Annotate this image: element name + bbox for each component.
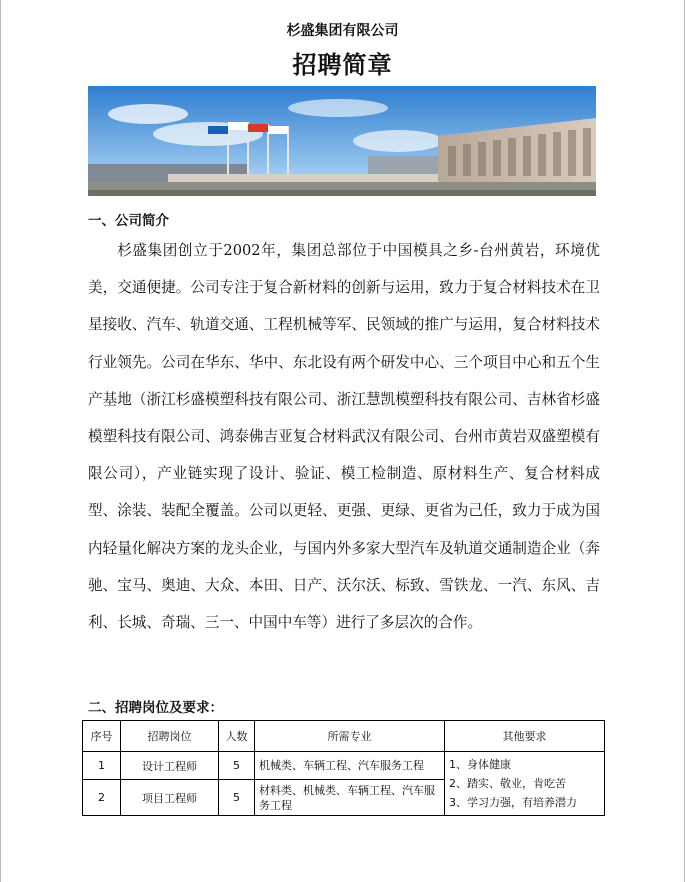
table-header-row: [83, 721, 605, 752]
section-heading-company-intro: 一、公司简介: [88, 213, 169, 229]
table-row: [83, 752, 605, 780]
header-count: 人数: [219, 721, 255, 752]
requirement-item: 1、身体健康: [449, 758, 511, 771]
row-position: 项目工程师: [121, 780, 219, 816]
flag: [208, 126, 228, 134]
header-position: 招聘岗位: [121, 721, 219, 752]
document-title: 招聘简章: [292, 51, 393, 79]
company-intro-paragraph: 杉盛集团创立于2002年，集团总部位于中国模具之乡-台州黄岩，环境优美，交通便捷。公司专注于复合新材料的创新与运用，致力于复合材料技术在卫星接收、汽车、轨道交通、工程机械等军、民领域的推广与运用，复合材料技术行业领先。公司在华东、华中、东北设有两个研发中心、三个项目中心和五个生产基地（浙江杉盛模塑科技有限公司、浙江慧凯模塑科技有限公司、吉林省杉盛模塑科技有限公司、鸿泰佛吉亚复合材料武汉有限公司、台州市黄岩双盛塑模有限公司），产业链实现了设计、验证、模工检制造、原材料生产、复合材料成型、涂装、装配全覆盖。公司以更轻、更强、更绿、更省为己任，致力于成为国内轻量化解决方案的龙头企业，与国内外多家大型汽车及轨道交通制造企业（奔驰、宝马、奥迪、大众、本田、日产、沃尔沃、标致、雪铁龙、一汽、东风、吉利、长城、奇瑞、三一、中国中车等）进行了多层次的合作。: [88, 242, 600, 632]
requirement-item: 2、踏实、敬业，肯吃苦: [449, 777, 566, 790]
cloud: [288, 99, 388, 117]
flag: [248, 124, 268, 132]
other-requirements-cell: [445, 752, 605, 816]
row-position: 设计工程师: [121, 752, 219, 780]
page-left-edge: [0, 0, 1, 882]
row-no: 1: [83, 752, 121, 780]
cloud: [108, 104, 188, 124]
cloud: [353, 130, 443, 152]
company-name: 杉盛集团有限公司: [286, 23, 399, 39]
header-other-requirements: 其他要求: [445, 721, 605, 752]
header-major: 所需专业: [255, 721, 445, 752]
flag: [268, 126, 288, 134]
row-major: 材料类、机械类、车辆工程、汽车服务工程: [255, 780, 445, 816]
row-count: 5: [219, 780, 255, 816]
row-no: 2: [83, 780, 121, 816]
section-heading-recruitment: 二、招聘岗位及要求：: [88, 700, 223, 716]
company-banner-image: [88, 86, 596, 196]
header-no: 序号: [83, 721, 121, 752]
recruitment-table: [82, 720, 605, 816]
row-major: 机械类、车辆工程、汽车服务工程: [255, 752, 445, 780]
row-count: 5: [219, 752, 255, 780]
flag: [228, 122, 248, 130]
requirement-item: 3、学习力强，有培养潜力: [449, 796, 577, 809]
